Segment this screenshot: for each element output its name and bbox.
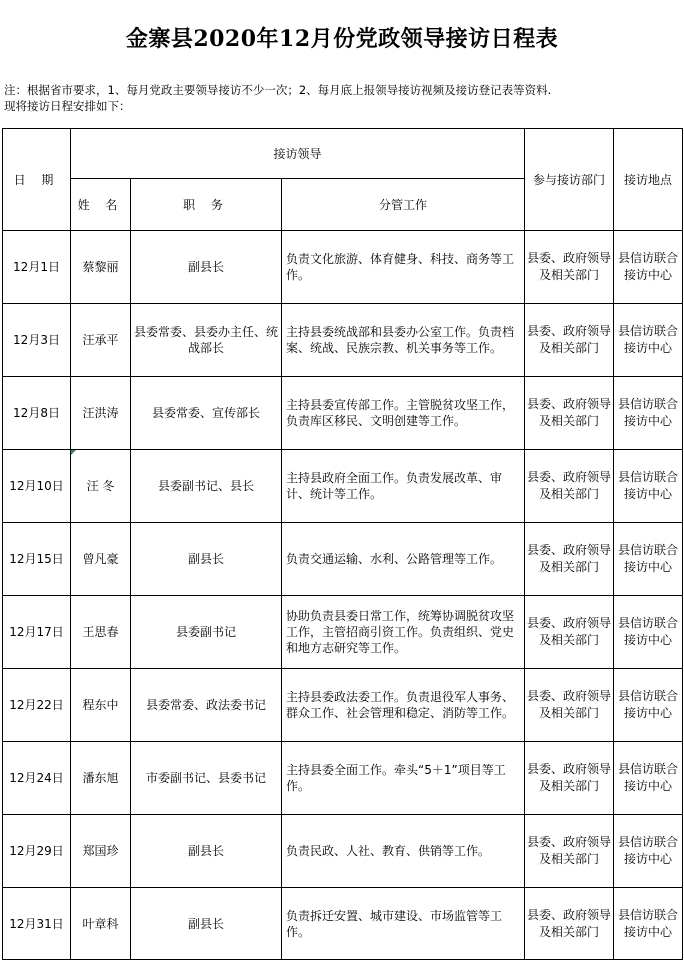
position-cell: 县委常委、政法委书记 xyxy=(131,669,282,742)
date-cell: 12月8日 xyxy=(3,377,71,450)
table-row xyxy=(3,815,683,888)
name-cell: 叶章科 xyxy=(71,888,131,960)
position-cell: 县委副书记、县长 xyxy=(131,450,282,523)
note xyxy=(4,82,680,114)
note-line-1: 注：根据省市要求，1、每月党政主要领导接访不少一次；2、每月底上报领导接访视频及接访登记表等资料. xyxy=(4,83,552,97)
date-cell: 12月31日 xyxy=(3,888,71,960)
header-duties: 分管工作 xyxy=(282,179,525,231)
date-cell: 12月10日 xyxy=(3,450,71,523)
location-cell: 县信访联合接访中心 xyxy=(614,231,683,304)
page-title: 金寨县2020年12月份党政领导接访日程表 xyxy=(125,25,559,52)
name-cell: 郑国珍 xyxy=(71,815,131,888)
table-row xyxy=(3,596,683,669)
duties-cell: 主持县委全面工作。牵头“5＋1”项目等工作。 xyxy=(282,742,525,815)
table-row xyxy=(3,231,683,304)
duties-cell: 负责交通运输、水利、公路管理等工作。 xyxy=(282,523,525,596)
department-cell: 县委、政府领导及相关部门 xyxy=(525,377,614,450)
position-cell: 副县长 xyxy=(131,523,282,596)
name-cell: 程东中 xyxy=(71,669,131,742)
header-row-1 xyxy=(3,129,683,179)
department-cell: 县委、政府领导及相关部门 xyxy=(525,742,614,815)
table-row xyxy=(3,377,683,450)
header-position: 职 务 xyxy=(131,179,282,231)
header-leader-group: 接访领导 xyxy=(71,129,525,179)
location-cell: 县信访联合接访中心 xyxy=(614,815,683,888)
name-cell: 潘东旭 xyxy=(71,742,131,815)
department-cell: 县委、政府领导及相关部门 xyxy=(525,596,614,669)
table-row xyxy=(3,523,683,596)
duties-cell: 主持县委宣传部工作。主管脱贫攻坚工作，负责库区移民、文明创建等工作。 xyxy=(282,377,525,450)
location-cell: 县信访联合接访中心 xyxy=(614,888,683,960)
location-cell: 县信访联合接访中心 xyxy=(614,377,683,450)
position-cell: 市委副书记、县委书记 xyxy=(131,742,282,815)
position-cell: 县委常委、县委办主任、统战部长 xyxy=(131,304,282,377)
date-cell: 12月24日 xyxy=(3,742,71,815)
table-row xyxy=(3,304,683,377)
date-cell: 12月22日 xyxy=(3,669,71,742)
cell-marker xyxy=(71,450,76,455)
department-cell: 县委、政府领导及相关部门 xyxy=(525,523,614,596)
department-cell: 县委、政府领导及相关部门 xyxy=(525,304,614,377)
position-cell: 副县长 xyxy=(131,888,282,960)
schedule-table xyxy=(2,128,683,960)
location-cell: 县信访联合接访中心 xyxy=(614,596,683,669)
location-cell: 县信访联合接访中心 xyxy=(614,450,683,523)
duties-cell: 负责文化旅游、体育健身、科技、商务等工作。 xyxy=(282,231,525,304)
location-cell: 县信访联合接访中心 xyxy=(614,669,683,742)
department-cell: 县委、政府领导及相关部门 xyxy=(525,669,614,742)
table-row xyxy=(3,888,683,960)
duties-cell: 负责民政、人社、教育、供销等工作。 xyxy=(282,815,525,888)
name-cell: 曾凡豪 xyxy=(71,523,131,596)
department-cell: 县委、政府领导及相关部门 xyxy=(525,231,614,304)
duties-cell: 协助负责县委日常工作，统筹协调脱贫攻坚工作，主管招商引资工作。负责组织、党史和地方志研究等工作。 xyxy=(282,596,525,669)
duties-cell: 主持县政府全面工作。负责发展改革、审计、统计等工作。 xyxy=(282,450,525,523)
location-cell: 县信访联合接访中心 xyxy=(614,304,683,377)
location-cell: 县信访联合接访中心 xyxy=(614,523,683,596)
header-department: 参与接访部门 xyxy=(525,129,614,231)
note-line-2: 现将接访日程安排如下： xyxy=(4,99,131,113)
date-cell: 12月3日 xyxy=(3,304,71,377)
table-row xyxy=(3,669,683,742)
position-cell: 县委副书记 xyxy=(131,596,282,669)
position-cell: 县委常委、宣传部长 xyxy=(131,377,282,450)
name-cell: 王思春 xyxy=(71,596,131,669)
duties-cell: 主持县委政法委工作。负责退役军人事务、群众工作、社会管理和稳定、消防等工作。 xyxy=(282,669,525,742)
table-row xyxy=(3,742,683,815)
name-cell: 汪 冬 xyxy=(71,450,131,523)
header-location: 接访地点 xyxy=(614,129,683,231)
name-cell: 汪承平 xyxy=(71,304,131,377)
date-cell: 12月29日 xyxy=(3,815,71,888)
header-name: 姓 名 xyxy=(71,179,131,231)
position-cell: 副县长 xyxy=(131,231,282,304)
department-cell: 县委、政府领导及相关部门 xyxy=(525,450,614,523)
position-cell: 副县长 xyxy=(131,815,282,888)
department-cell: 县委、政府领导及相关部门 xyxy=(525,815,614,888)
location-cell: 县信访联合接访中心 xyxy=(614,742,683,815)
duties-cell: 负责拆迁安置、城市建设、市场监管等工作。 xyxy=(282,888,525,960)
name-cell: 蔡黎丽 xyxy=(71,231,131,304)
name-cell: 汪洪涛 xyxy=(71,377,131,450)
duties-cell: 主持县委统战部和县委办公室工作。负责档案、统战、民族宗教、机关事务等工作。 xyxy=(282,304,525,377)
date-cell: 12月15日 xyxy=(3,523,71,596)
date-cell: 12月1日 xyxy=(3,231,71,304)
date-cell: 12月17日 xyxy=(3,596,71,669)
header-date: 日 期 xyxy=(3,129,71,231)
table-row xyxy=(3,450,683,523)
department-cell: 县委、政府领导及相关部门 xyxy=(525,888,614,960)
